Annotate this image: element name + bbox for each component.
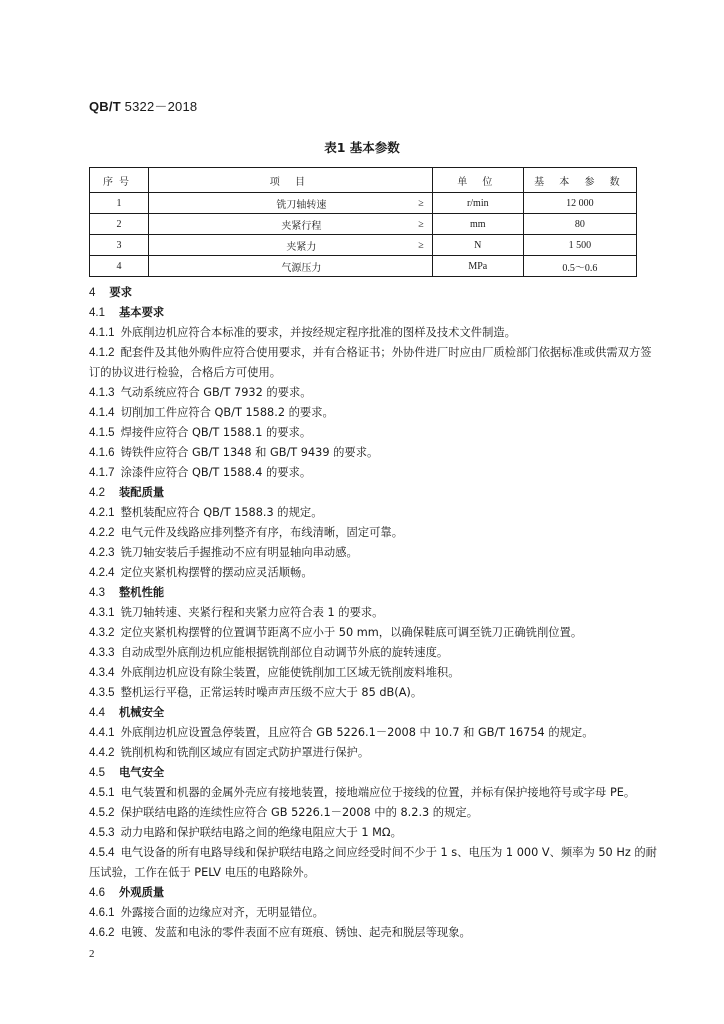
clause-text: 外露接合面的边缘应对齐，无明显错位。 bbox=[120, 906, 324, 919]
cell-no: 3 bbox=[90, 235, 149, 256]
clause bbox=[89, 343, 659, 383]
clause-number: 4.1.5 bbox=[89, 427, 115, 439]
section-heading bbox=[89, 283, 659, 303]
clause-number: 4.3.1 bbox=[89, 607, 115, 619]
clause-text: 动力电路和保护联结电路之间的绝缘电阻应大于 1 MΩ。 bbox=[120, 826, 402, 839]
clause-text: 电气设备的所有电路导线和保护联结电路之间应经受时间不少于 1 s、电压为 1 000 V、频率为 50 Hz 的耐压试验，工作在低于 PELV 电压的电路除外。 bbox=[89, 846, 657, 879]
clause-text: 定位夹紧机构摆臂的摆动应灵活顺畅。 bbox=[120, 566, 313, 579]
section-heading bbox=[89, 703, 659, 723]
clause-number: 4.5.3 bbox=[89, 827, 115, 839]
clause-text: 铣刀轴转速、夹紧行程和夹紧力应符合表 1 的要求。 bbox=[120, 606, 384, 619]
section-heading bbox=[89, 883, 659, 903]
clause-number: 4.6 bbox=[89, 887, 105, 899]
clause-text: 机械安全 bbox=[119, 706, 165, 719]
clause-text: 保护联结电路的连续性应符合 GB 5226.1－2008 中的 8.2.3 的规定。 bbox=[120, 806, 478, 819]
clause-number: 4.1.6 bbox=[89, 447, 115, 459]
clause-number: 4.2.2 bbox=[89, 527, 115, 539]
section-heading bbox=[89, 763, 659, 783]
cell-item: 夹紧力 bbox=[149, 235, 394, 256]
clause-number: 4.5.4 bbox=[89, 847, 115, 859]
clause bbox=[89, 523, 659, 543]
clause-number: 4.3.5 bbox=[89, 687, 115, 699]
clause bbox=[89, 823, 659, 843]
clause-text: 焊接件应符合 QB/T 1588.1 的要求。 bbox=[120, 426, 312, 439]
cell-value: 0.5～0.6 bbox=[523, 256, 636, 277]
cell-item: 气源压力 bbox=[149, 256, 394, 277]
cell-value: 80 bbox=[523, 214, 636, 235]
clause-number: 4.2 bbox=[89, 487, 105, 499]
clause-text: 电镀、发蓝和电泳的零件表面不应有斑痕、锈蚀、起壳和脱层等现象。 bbox=[120, 926, 471, 939]
section-heading bbox=[89, 303, 659, 323]
clause bbox=[89, 723, 659, 743]
clause-text: 铸铁件应符合 GB/T 1348 和 GB/T 9439 的要求。 bbox=[120, 446, 379, 459]
clause-number: 4.1.4 bbox=[89, 407, 115, 419]
clause-number: 4.3.4 bbox=[89, 667, 115, 679]
parameters-table bbox=[89, 167, 637, 277]
clause-number: 4.5 bbox=[89, 767, 105, 779]
cell-item: 铣刀轴转速 bbox=[149, 193, 394, 214]
clause-text: 外底削边机应符合本标准的要求，并按经规定程序批准的图样及技术文件制造。 bbox=[120, 326, 516, 339]
clause-number: 4.6.1 bbox=[89, 907, 115, 919]
section-heading bbox=[89, 483, 659, 503]
clause-text: 要求 bbox=[109, 286, 133, 299]
table-row bbox=[90, 193, 637, 214]
clause-number: 4.1 bbox=[89, 307, 105, 319]
clause-number: 4.1.3 bbox=[89, 387, 115, 399]
section-heading bbox=[89, 583, 659, 603]
cell-unit: mm bbox=[432, 214, 523, 235]
clause-text: 铣削机构和铣削区域应有固定式防护罩进行保护。 bbox=[120, 746, 370, 759]
clause-number: 4 bbox=[89, 287, 96, 299]
standard-header bbox=[89, 96, 197, 115]
clause bbox=[89, 783, 659, 803]
cell-no: 1 bbox=[90, 193, 149, 214]
header-value: 基 本 参 数 bbox=[523, 168, 636, 193]
header-item: 项 目 bbox=[149, 168, 433, 193]
clause-number: 4.1.2 bbox=[89, 347, 115, 359]
clause-number: 4.4.1 bbox=[89, 727, 115, 739]
clause-number: 4.2.3 bbox=[89, 547, 115, 559]
cell-unit: N bbox=[432, 235, 523, 256]
clause bbox=[89, 443, 659, 463]
cell-symbol: ≥ bbox=[394, 235, 433, 256]
clause-number: 4.1.1 bbox=[89, 327, 115, 339]
cell-unit: MPa bbox=[432, 256, 523, 277]
header-unit: 单 位 bbox=[432, 168, 523, 193]
cell-no: 2 bbox=[90, 214, 149, 235]
clause bbox=[89, 643, 659, 663]
clause bbox=[89, 563, 659, 583]
clause bbox=[89, 423, 659, 443]
clause-text: 外底削边机应设有除尘装置，应能使铣削加工区域无铣削废料堆积。 bbox=[120, 666, 460, 679]
clause-text: 整机性能 bbox=[119, 586, 165, 599]
standard-number: 5322－2018 bbox=[124, 99, 198, 114]
clause-number: 4.3 bbox=[89, 587, 105, 599]
standard-prefix: QB/T bbox=[89, 99, 121, 114]
clause bbox=[89, 923, 659, 943]
table-row bbox=[90, 214, 637, 235]
requirements-body bbox=[89, 283, 659, 943]
clause-text: 自动成型外底削边机应能根据铣削部位自动调节外底的旋转速度。 bbox=[120, 646, 449, 659]
clause-text: 外底削边机应设置急停装置，且应符合 GB 5226.1－2008 中 10.7 和 GB/T 16754 的规定。 bbox=[120, 726, 594, 739]
clause-text: 配套件及其他外购件应符合使用要求，并有合格证书；外协件进厂时应由厂质检部门依据标准或供需双方签订的协议进行检验，合格后方可使用。 bbox=[89, 346, 652, 379]
table-body bbox=[90, 193, 637, 277]
clause-text: 整机运行平稳，正常运转时噪声声压级不应大于 85 dB(A)。 bbox=[120, 686, 423, 699]
clause bbox=[89, 503, 659, 523]
table-title: 表1 基本参数 bbox=[324, 140, 400, 155]
clause bbox=[89, 903, 659, 923]
clause bbox=[89, 803, 659, 823]
clause bbox=[89, 683, 659, 703]
table-header-row bbox=[90, 168, 637, 193]
clause bbox=[89, 743, 659, 763]
clause bbox=[89, 603, 659, 623]
clause bbox=[89, 323, 659, 343]
clause bbox=[89, 383, 659, 403]
clause-number: 4.4.2 bbox=[89, 747, 115, 759]
clause-number: 4.5.1 bbox=[89, 787, 115, 799]
clause-number: 4.3.2 bbox=[89, 627, 115, 639]
clause-text: 装配质量 bbox=[119, 486, 165, 499]
clause bbox=[89, 623, 659, 643]
cell-unit: r/min bbox=[432, 193, 523, 214]
clause bbox=[89, 403, 659, 423]
clause-number: 4.4 bbox=[89, 707, 105, 719]
clause-number: 4.2.4 bbox=[89, 567, 115, 579]
clause-number: 4.6.2 bbox=[89, 927, 115, 939]
clause-number: 4.2.1 bbox=[89, 507, 115, 519]
clause-text: 定位夹紧机构摆臂的位置调节距离不应小于 50 mm，以确保鞋底可调至铣刀正确铣削位置。 bbox=[120, 626, 583, 639]
clause-text: 整机装配应符合 QB/T 1588.3 的规定。 bbox=[120, 506, 323, 519]
cell-symbol: ≥ bbox=[394, 214, 433, 235]
header-no: 序号 bbox=[90, 168, 149, 193]
clause bbox=[89, 843, 659, 883]
clause-number: 4.5.2 bbox=[89, 807, 115, 819]
cell-symbol: ≥ bbox=[394, 193, 433, 214]
clause-text: 电气安全 bbox=[119, 766, 165, 779]
clause bbox=[89, 663, 659, 683]
table-row bbox=[90, 235, 637, 256]
clause-text: 电气装置和机器的金属外壳应有接地装置，接地端应位于接线的位置，并标有保护接地符号或字母 PE。 bbox=[120, 786, 636, 799]
cell-no: 4 bbox=[90, 256, 149, 277]
clause bbox=[89, 463, 659, 483]
cell-value: 12 000 bbox=[523, 193, 636, 214]
clause-text: 气动系统应符合 GB/T 7932 的要求。 bbox=[120, 386, 312, 399]
clause-number: 4.1.7 bbox=[89, 467, 115, 479]
clause-text: 铣刀轴安装后手握推动不应有明显轴向串动感。 bbox=[120, 546, 358, 559]
cell-symbol bbox=[394, 256, 433, 277]
clause-text: 电气元件及线路应排列整齐有序，布线清晰，固定可靠。 bbox=[120, 526, 404, 539]
table-row bbox=[90, 256, 637, 277]
cell-value: 1 500 bbox=[523, 235, 636, 256]
clause-text: 切削加工件应符合 QB/T 1588.2 的要求。 bbox=[120, 406, 334, 419]
clause bbox=[89, 543, 659, 563]
page-number: 2 bbox=[89, 948, 95, 960]
clause-text: 基本要求 bbox=[119, 306, 165, 319]
clause-text: 涂漆件应符合 QB/T 1588.4 的要求。 bbox=[120, 466, 312, 479]
clause-number: 4.3.3 bbox=[89, 647, 115, 659]
clause-text: 外观质量 bbox=[119, 886, 165, 899]
cell-item: 夹紧行程 bbox=[149, 214, 394, 235]
